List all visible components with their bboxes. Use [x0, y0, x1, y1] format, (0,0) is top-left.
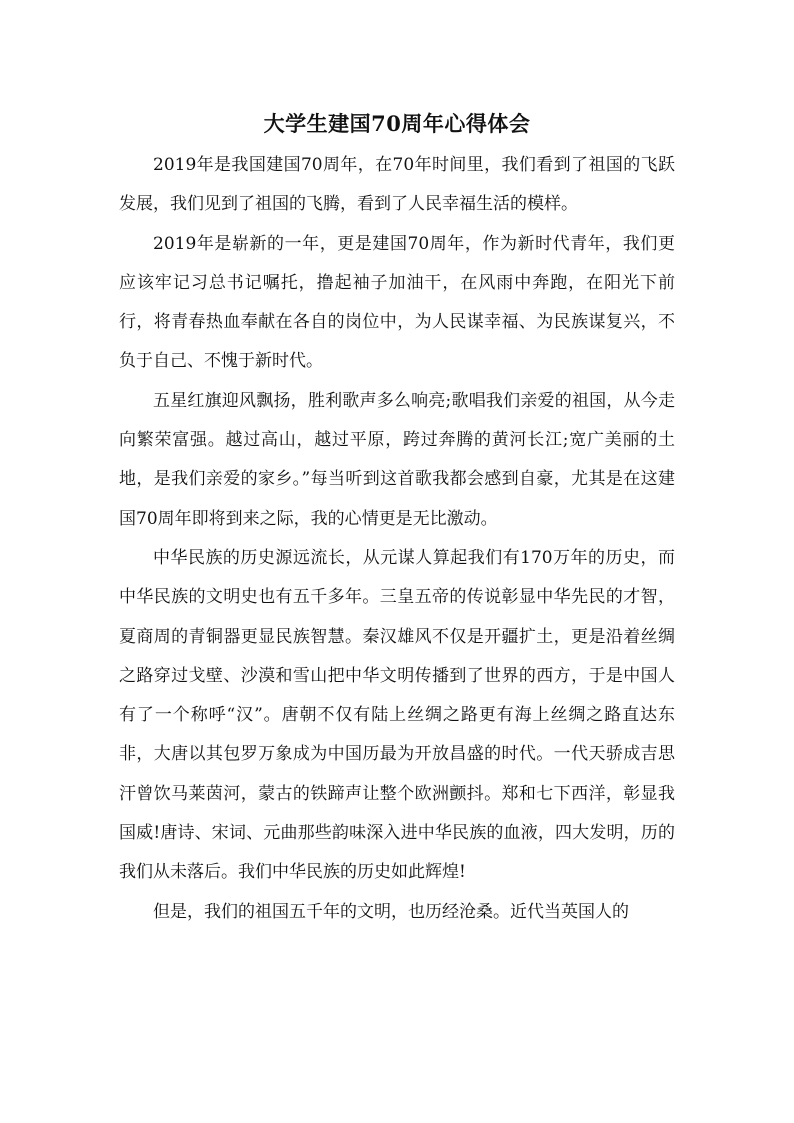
- paragraph-3: 五星红旗迎风飘扬，胜利歌声多么响亮;歌唱我们亲爱的祖国，从今走向繁荣富强。越过高山，越过平原，跨过奔腾的黄河长江;宽广美丽的土地，是我们亲爱的家乡。”每当听到这首歌我都会感到自豪，尤其是在这建国70周年即将到来之际，我的心情更是无比激动。: [119, 390, 675, 529]
- paragraph-2: 2019年是崭新的一年，更是建国70周年，作为新时代青年，我们更应该牢记习总书记嘱托，撸起袖子加油干，在风雨中奔跑，在阳光下前行，将青春热血奉献在各自的岗位中，为人民谋幸福、为民族谋复兴，不负于自己、不愧于新时代。: [119, 233, 675, 372]
- document-title: 大学生建国70周年心得体会: [263, 111, 531, 136]
- paragraph-5: 但是，我们的祖国五千年的文明，也历经沧桑。近代当英国人的: [153, 901, 629, 922]
- paragraph-4: 中华民族的历史源远流长，从元谋人算起我们有170万年的历史，而中华民族的文明史也有五千多年。三皇五帝的传说彰显中华先民的才智，夏商周的青铜器更显民族智慧。秦汉雄风不仅是开疆扩土，更是沿着丝绸之路穿过戈壁、沙漠和雪山把中华文明传播到了世界的西方，于是中国人有了一个称呼“汉”。唐朝不仅有陆上丝绸之路更有海上丝绸之路直达东非，大唐以其包罗万象成为中国历最为开放昌盛的时代。一代天骄成吉思汗曾饮马莱茵河，蒙古的铁蹄声让整个欧洲颤抖。郑和七下西洋，彰显我国威!唐诗、宋词、元曲那些韵味深入进中华民族的血液，四大发明，历的我们从未落后。我们中华民族的历史如此辉煌!: [119, 547, 675, 883]
- paragraph-1: 2019年是我国建国70周年，在70年时间里，我们看到了祖国的飞跃发展，我们见到了祖国的飞腾，看到了人民幸福生活的模样。: [119, 155, 675, 215]
- document-body: [119, 146, 675, 932]
